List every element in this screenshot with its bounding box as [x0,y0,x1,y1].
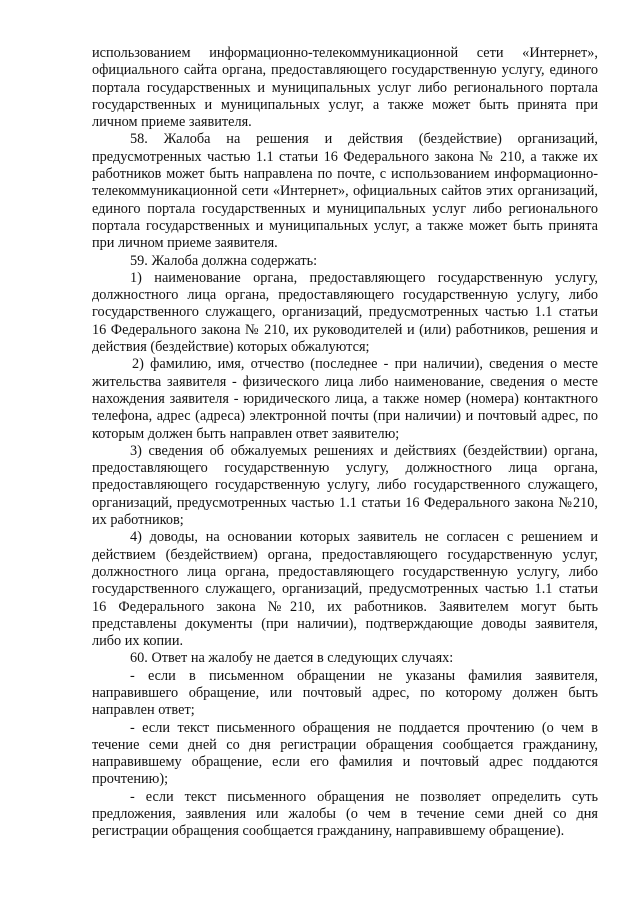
paragraph-item-59-3: 3) сведения об обжалуемых решениях и действиях (бездействии) органа, предоставляющего государственную услугу, должностного лица органа, предоставляющего государственную услугу, либо государственного служащего, организаций, предусмотренных частью 1.1 статьи 16 Федерального закона №210, их работников; [92,442,598,529]
paragraph-item-60-b: - если текст письменного обращения не поддается прочтению (о чем в течение семи дней со дня регистрации обращения сообщается гражданину, направившему обращение, если его фамилия и почтовый адрес поддаются прочтению); [92,719,598,788]
paragraph-item-60-a: - если в письменном обращении не указаны фамилия заявителя, направившего обращение, или почтовый адрес, по которому должен быть направлен ответ; [92,667,598,719]
paragraph-item-60: 60. Ответ на жалобу не дается в следующих случаях: [130,650,454,667]
paragraph-item-59-1: 1) наименование органа, предоставляющего государственную услугу, должностного лица органа, предоставляющего государственную услугу, либо государственного служащего, организаций, предусмотренных частью 1.1 статьи 16 Федерального закона № 210, их руководителей и (или) работников, решения и действия (бездействие) которых обжалуются; [92,269,598,356]
paragraph-item-59: 59. Жалоба должна содержать: [130,252,318,269]
paragraph-item-60-c: - если текст письменного обращения не позволяет определить суть предложения, заявления или жалобы (о чем в течение семи дней со дня регистрации обращения сообщается гражданину, направившему обращение). [92,788,598,840]
paragraph-item-59-2: 2) фамилию, имя, отчество (последнее - при наличии), сведения о месте жительства заявителя - физического лица либо наименование, сведения о месте нахождения заявителя - юридического лица, а также номер (номера) контактного телефона, адрес (адреса) электронной почты (при наличии) и почтовый адрес, по которым должен быть направлен ответ заявителю; [92,356,598,442]
paragraph-item-58: 58. Жалоба на решения и действия (бездействие) организаций, предусмотренных частью 1.1 статьи 16 Федерального закона № 210, а также их работников может быть направлена по почте, с использованием информационно-телекоммуникационной сети «Интернет», официальных сайтов этих организаций, единого портала государственных и муниципальных услуг либо регионального портала государственных и муниципальных услуг, а также может быть принята при личном приеме заявителя. [92,131,598,252]
paragraph-continuation-57: использованием информационно-телекоммуникационной сети «Интернет», официального сайта органа, предоставляющего государственную услугу, единого портала государственных и муниципальных услуг либо регионального портала государственных и муниципальных услуг, а также может быть принята при личном приеме заявителя. [92,45,598,131]
paragraph-item-59-4: 4) доводы, на основании которых заявитель не согласен с решением и действием (бездействием) органа, предоставляющего государственную услуг, должностного лица органа, предоставляющего государственную услугу, либо государственного служащего, организаций, предусмотренных частью 1.1 статьи 16 Федерального закона №210, их работников. Заявителем могут быть представлены документы (при наличии), подтверждающие доводы заявителя, либо их копии. [92,529,598,650]
